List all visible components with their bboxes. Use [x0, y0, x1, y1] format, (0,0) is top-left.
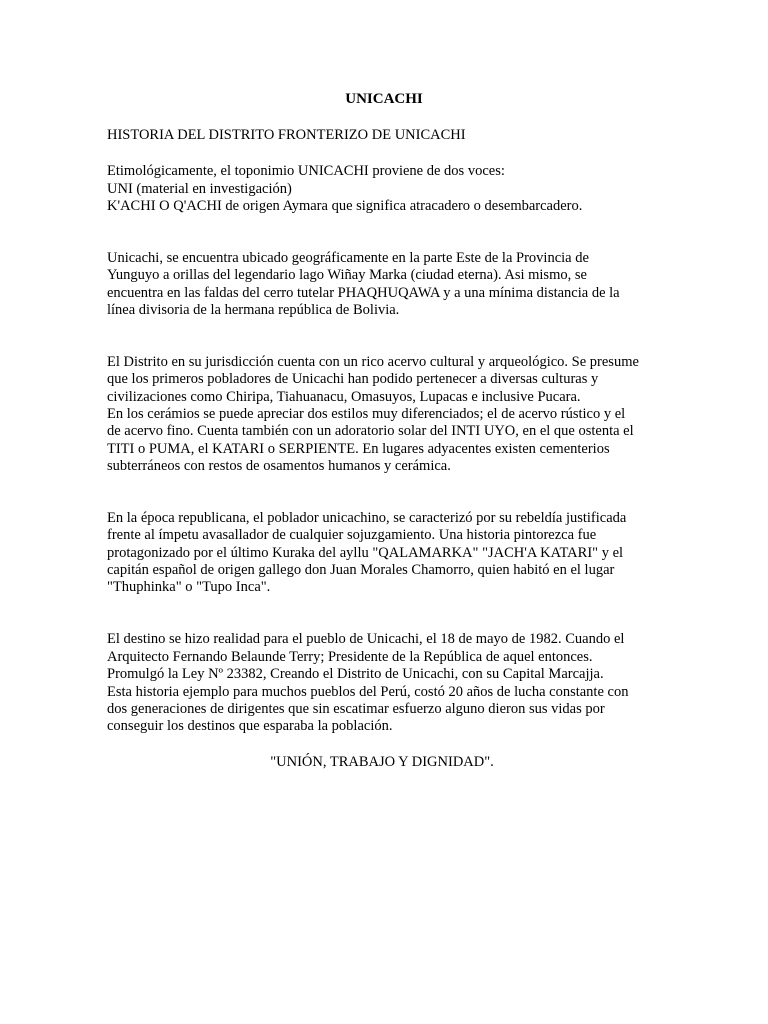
text-line: civilizaciones como Chiripa, Tiahuanacu, Omasuyos, Lupacas e inclusive Pucara.: [107, 389, 581, 405]
text-line: protagonizado por el último Kuraka del ayllu "QALAMARKA" "JACH'A KATARI" y el: [107, 545, 624, 561]
text-line: frente al ímpetu avasallador de cualquier sojuzgamiento. Una historia pintorezca fue: [107, 527, 597, 543]
text-line: "Thuphinka" o "Tupo Inca".: [107, 579, 271, 595]
text-line: subterráneos con restos de osamentos humanos y cerámica.: [107, 458, 451, 474]
motto: [0, 753, 768, 771]
text-line: Etimológicamente, el toponimio UNICACHI proviene de dos voces:: [107, 163, 505, 179]
text-line: conseguir los destinos que esparaba la población.: [107, 718, 393, 734]
text-line: que los primeros pobladores de Unicachi han podido pertenecer a diversas culturas y: [107, 371, 599, 387]
text-line: Promulgó la Ley Nº 23382, Creando el Distrito de Unicachi, con su Capital Marcajja.: [107, 666, 604, 682]
text-line: El destino se hizo realidad para el pueblo de Unicachi, el 18 de mayo de 1982. Cuando el: [107, 631, 625, 647]
text-line: En los cerámios se puede apreciar dos estilos muy diferenciados; el de acervo rústico y el: [107, 406, 626, 422]
text-line: El Distrito en su jurisdicción cuenta con un rico acervo cultural y arqueológico. Se presume: [107, 354, 639, 370]
text-line: Esta historia ejemplo para muchos pueblos del Perú, costó 20 años de lucha constante con: [107, 684, 629, 700]
motto-text: "UNIÓN, TRABAJO Y DIGNIDAD".: [270, 754, 494, 770]
text-line: capitán español de origen gallego don Juan Morales Chamorro, quien habitó en el lugar: [107, 562, 615, 578]
text-line: En la época republicana, el poblador unicachino, se caracterizó por su rebeldía justificada: [107, 510, 627, 526]
text-line: de acervo fino. Cuenta también con un adoratorio solar del INTI UYO, en el que ostenta el: [107, 423, 634, 439]
document-title: UNICACHI: [345, 91, 423, 107]
text-line: línea divisoria de la hermana república de Bolivia.: [107, 302, 400, 318]
text-line: UNI (material en investigación): [107, 181, 292, 197]
text-line: Arquitecto Fernando Belaunde Terry; Presidente de la República de aquel entonces.: [107, 649, 593, 665]
text-line: TITI o PUMA, el KATARI o SERPIENTE. En lugares adyacentes existen cementerios: [107, 441, 610, 457]
text-line: K'ACHI O Q'ACHI de origen Aymara que significa atracadero o desembarcadero.: [107, 198, 583, 214]
text-line: Yunguyo a orillas del legendario lago Wiñay Marka (ciudad eterna). Asi mismo, se: [107, 267, 587, 283]
document-subtitle: HISTORIA DEL DISTRITO FRONTERIZO DE UNICACHI: [107, 127, 466, 143]
text-line: encuentra en las faldas del cerro tutelar PHAQHUQAWA y a una mínima distancia de la: [107, 285, 620, 301]
text-line: Unicachi, se encuentra ubicado geográficamente en la parte Este de la Provincia de: [107, 250, 589, 266]
text-line: dos generaciones de dirigentes que sin escatimar esfuerzo alguno dieron sus vidas por: [107, 701, 605, 717]
